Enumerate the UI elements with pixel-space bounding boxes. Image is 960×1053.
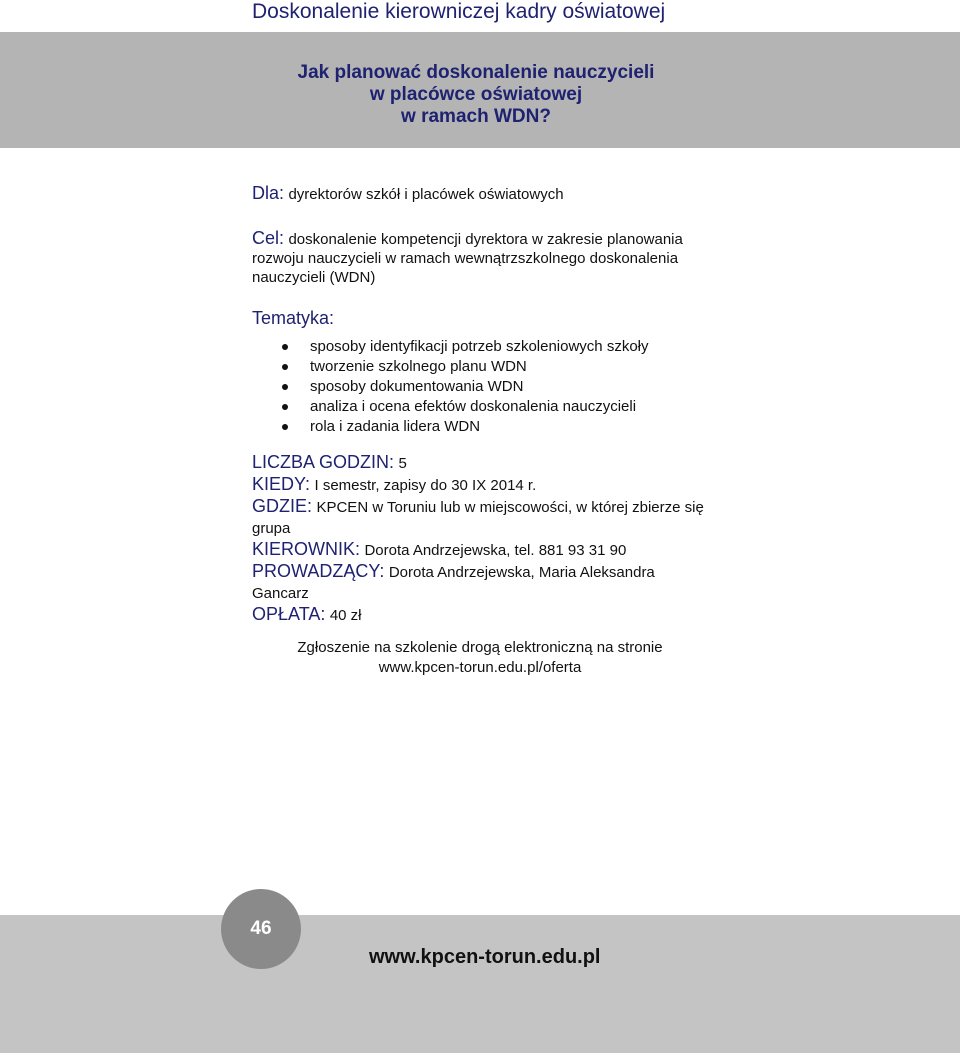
topics-label: Tematyka: <box>252 308 335 328</box>
footer-url-link[interactable]: www.kpcen-torun.edu.pl <box>369 946 601 968</box>
manager-row <box>252 539 712 561</box>
topic-item <box>252 357 649 377</box>
hours-label: LICZBA GODZIN: <box>252 452 395 472</box>
signup-note <box>0 638 960 678</box>
topics-list <box>252 337 649 437</box>
topic-item <box>252 417 649 437</box>
audience-section <box>252 182 564 206</box>
when-row <box>252 474 712 496</box>
audience-label: Dla: <box>252 183 285 203</box>
course-title-line-3: w ramach WDN? <box>401 106 551 127</box>
when-label: KIEDY: <box>252 474 311 494</box>
fee-label: OPŁATA: <box>252 604 326 624</box>
topics-section <box>252 307 649 437</box>
running-title: Doskonalenie kierowniczej kadry oświatowej <box>252 0 666 23</box>
when-value: I semestr, zapisy do 30 IX 2014 r. <box>314 477 537 494</box>
course-title <box>0 62 952 128</box>
goal-section <box>252 229 712 287</box>
fee-value: 40 zł <box>329 607 362 624</box>
topic-text: sposoby identyfikacji potrzeb szkoleniowych szkoły <box>310 338 649 355</box>
where-value: KPCEN w Toruniu lub w miejscowości, w której zbierze się grupa <box>252 499 704 537</box>
topic-text: rola i zadania lidera WDN <box>310 418 481 435</box>
hours-value: 5 <box>398 455 407 472</box>
topic-item <box>252 337 649 357</box>
course-title-line-2: w placówce oświatowej <box>369 84 583 105</box>
course-info <box>252 452 712 626</box>
bullet-icon <box>282 364 288 370</box>
where-label: GDZIE: <box>252 496 313 516</box>
hours-row <box>252 452 712 474</box>
manager-label: KIEROWNIK: <box>252 539 361 559</box>
goal-text: doskonalenie kompetencji dyrektora w zakresie planowania rozwoju nauczycieli w ramach wewnątrzszkolnego doskonalenia nauczycieli (WDN) <box>252 231 683 286</box>
header-band <box>0 32 960 148</box>
trainers-value: Dorota Andrzejewska, Maria Aleksandra Gancarz <box>252 564 655 602</box>
audience-text: dyrektorów szkół i placówek oświatowych <box>288 186 564 203</box>
topic-text: sposoby dokumentowania WDN <box>310 378 524 395</box>
trainers-label: PROWADZĄCY: <box>252 561 385 581</box>
where-row <box>252 496 712 539</box>
topic-text: tworzenie szkolnego planu WDN <box>310 358 527 375</box>
course-title-line-1: Jak planować doskonalenie nauczycieli <box>297 62 655 83</box>
goal-label: Cel: <box>252 228 285 248</box>
bullet-icon <box>282 404 288 410</box>
bullet-icon <box>282 384 288 390</box>
topic-item <box>252 377 649 397</box>
signup-link[interactable]: www.kpcen-torun.edu.pl/oferta <box>378 659 582 676</box>
footer-band <box>0 915 960 1053</box>
signup-text: Zgłoszenie na szkolenie drogą elektroniczną na stronie <box>297 639 663 656</box>
trainers-row <box>252 561 712 604</box>
topic-text: analiza i ocena efektów doskonalenia nauczycieli <box>310 398 637 415</box>
bullet-icon <box>282 424 288 430</box>
page-number-badge: 46 <box>221 889 301 969</box>
fee-row <box>252 604 712 626</box>
manager-value: Dorota Andrzejewska, tel. 881 93 31 90 <box>364 542 627 559</box>
topic-item <box>252 397 649 417</box>
bullet-icon <box>282 344 288 350</box>
